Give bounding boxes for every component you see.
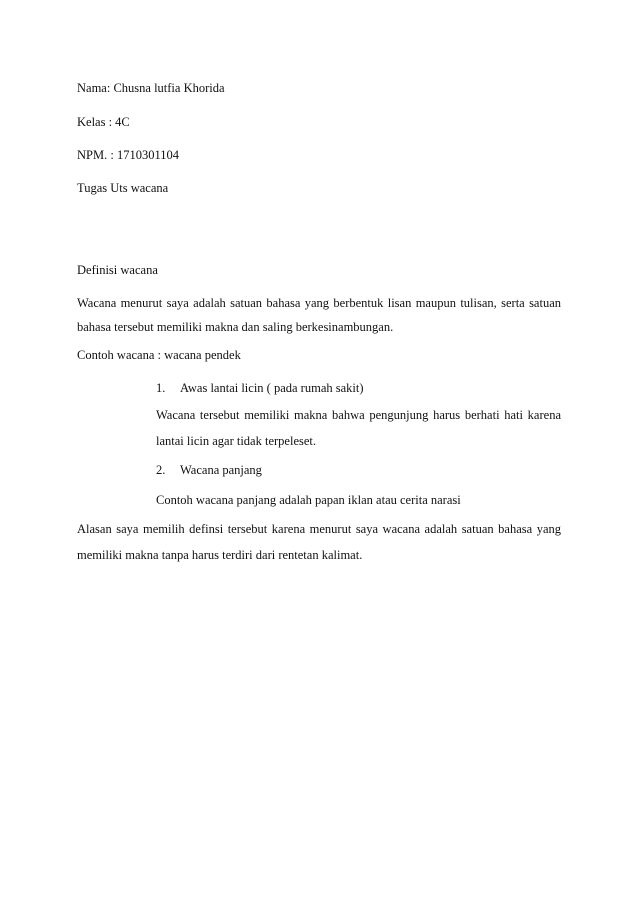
item-1-description-line-1: Wacana tersebut memiliki makna bahwa pengunjung harus berhati hati karena: [156, 408, 561, 422]
student-npm: NPM. : 1710301104: [77, 148, 179, 162]
reason-line-2: memiliki makna tanpa harus terdiri dari rentetan kalimat.: [77, 548, 363, 562]
list-item-1: [156, 380, 364, 396]
example-heading: Contoh wacana : wacana pendek: [77, 348, 241, 362]
item-2-description: Contoh wacana panjang adalah papan iklan atau cerita narasi: [156, 493, 461, 507]
list-item-1-text: Awas lantai licin ( pada rumah sakit): [180, 381, 364, 395]
definition-line-1: Wacana menurut saya adalah satuan bahasa yang berbentuk lisan maupun tulisan, serta satuan: [77, 296, 561, 310]
list-item-2-text: Wacana panjang: [180, 463, 262, 477]
student-class: Kelas : 4C: [77, 115, 130, 129]
section-heading: Definisi wacana: [77, 263, 158, 277]
reason-line-1: Alasan saya memilih definsi tersebut karena menurut saya wacana adalah satuan bahasa yang: [77, 522, 561, 536]
student-name: Nama: Chusna lutfia Khorida: [77, 81, 225, 95]
list-item-1-number: 1.: [156, 381, 166, 395]
list-item-2-number: 2.: [156, 463, 166, 477]
item-1-description-line-2: lantai licin agar tidak terpeleset.: [156, 434, 316, 448]
list-item-2: [156, 462, 262, 478]
definition-line-2: bahasa tersebut memiliki makna dan saling berkesinambungan.: [77, 320, 394, 334]
assignment-title: Tugas Uts wacana: [77, 181, 169, 195]
